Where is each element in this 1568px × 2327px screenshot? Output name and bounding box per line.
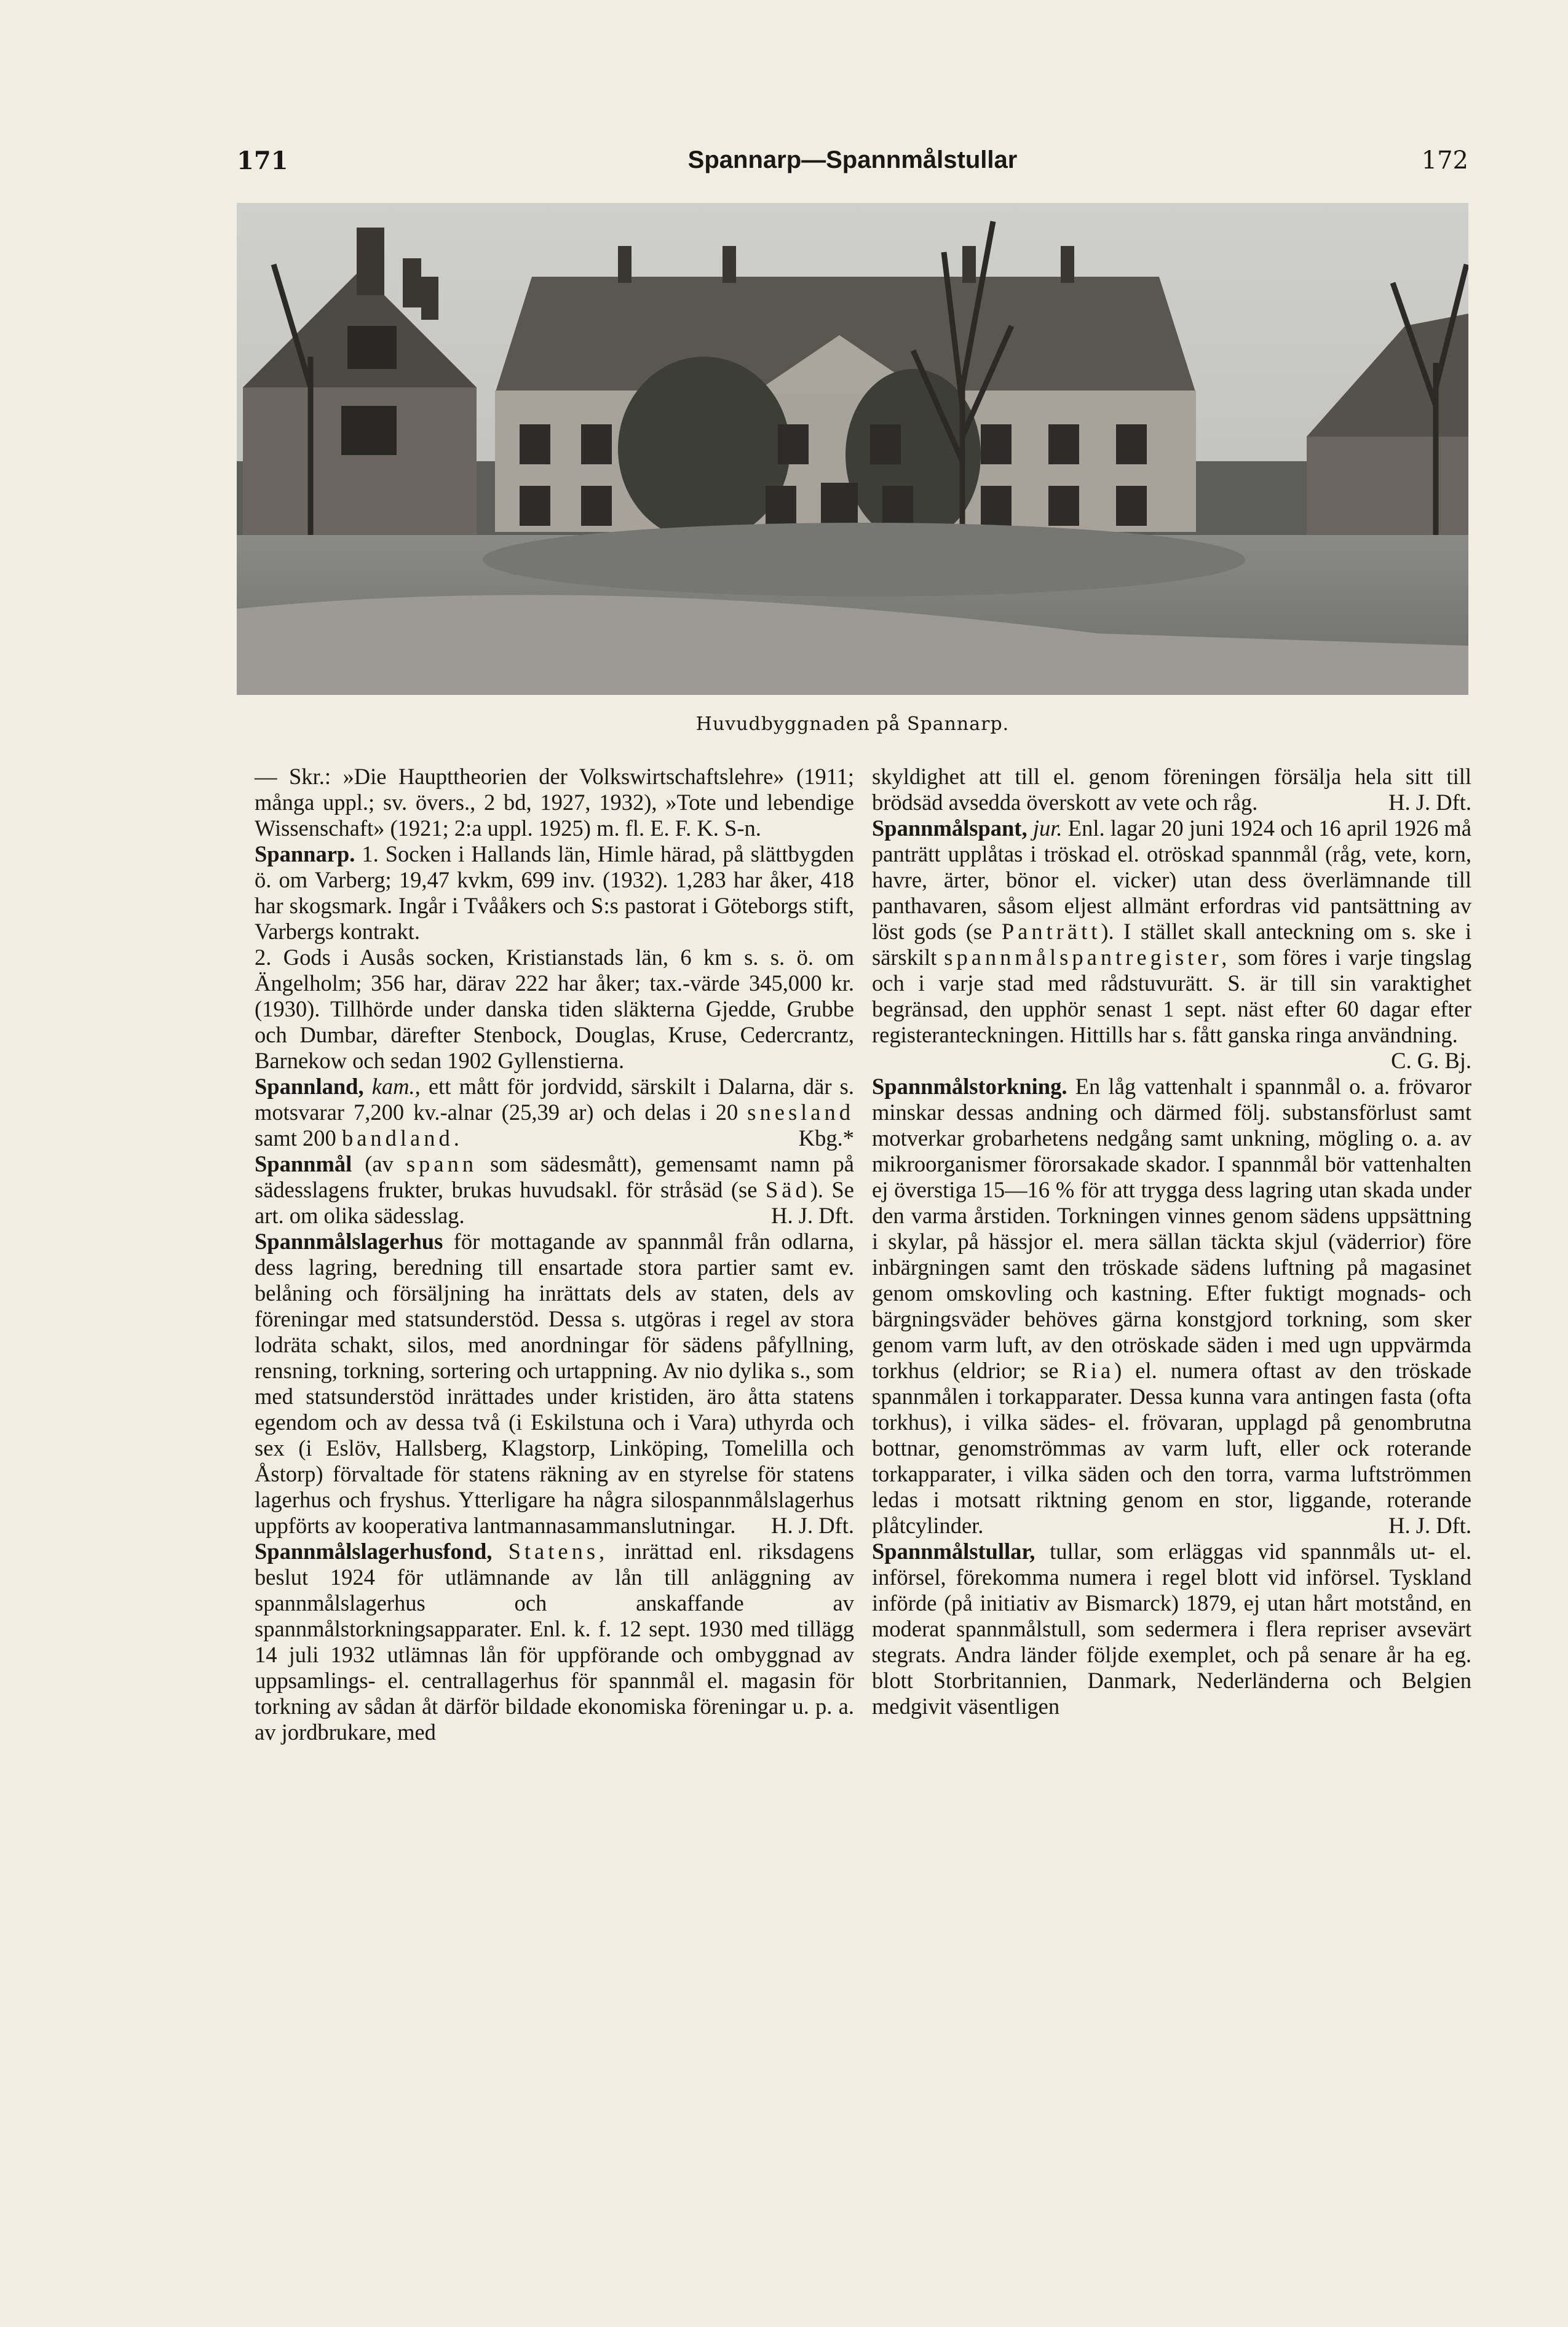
entry-spannmalslagerhusfond: Spannmålslagerhusfond, Statens, inrättad enl. riksdagens beslut 1924 för utlämnande av lån till anläggning av spannmålslagerhus och anskaffande av spannmålstorkningsapparater. Enl. k. f. 12 sept. 1930 med tillägg 14 juli 1932 utlämnas lån för uppförande och ombyggnad av uppsamlings- el. centrallagerhus för spannmål el. magasin för torkning av sådan åt därför bildade ekonomiska föreningar u. p. a. av jordbrukare, med (255, 1539, 854, 1745)
headword-spannland: Spannland, (255, 1074, 364, 1099)
entry-spannland: Spannland, kam., ett mått för jordvidd, särskilt i Dalarna, där s. motsvarar 7,200 kv.-alnar (25,39 ar) och delas i 20 snesland samt 200 bandland. Kbg.* (255, 1074, 855, 1151)
signature: C. G. Bj. (1391, 1048, 1471, 1073)
signature: H. J. Dft. (1388, 1513, 1471, 1538)
signature: Kbg.* (798, 1125, 854, 1151)
headword-spannmal: Spannmål (255, 1151, 352, 1176)
headword-spannmalstullar: Spannmålstullar, (872, 1539, 1035, 1564)
entry-continuation-right: skyldighet att till el. genom föreningen försälja hela sitt till brödsäd avsedda överskott av vete och råg. H. J. Dft. (872, 764, 1471, 815)
headword-spannmalslagerhus: Spannmålslagerhus (255, 1229, 443, 1254)
entry-spannarp: Spannarp. 1. Socken i Hallands län, Himle härad, på slättbygden ö. om Varberg; 19,47 kvkm, 699 inv. (1932). 1,283 har åker, 418 har skogsmark. Ingår i Tvååkers och S:s pastorat i Göteborgs stift, Varbergs kontrakt. (255, 841, 854, 944)
signature: H. J. Dft. (771, 1203, 854, 1228)
entry-spannmalslagerhus: Spannmålslagerhus för mottagande av spannmål från odlarna, dess lagring, beredning till ensartade stora partier samt ev. belåning och försäljning ha inrättats dels av staten, dels av föreningar med statsunderstöd. Dessa s. utgöras i regel av stora lodräta schakt, silos, med anordningar för sädens påfyllning, rensning, torkning, sortering och urtappning. Av nio dylika s., som med statsunderstöd inrättades under kristiden, äro åtta statens egendom och av dessa två (i Eskilstuna och i Vara) uthyrda och sex (i Eslöv, Hallsberg, Klagstorp, Linköping, Tomelilla och Åstorp) förvaltade för statens räkning av en styrelse för statens lagerhus och fryshus. Ytterligare ha några silospannmålslagerhus uppförts av kooperativa lantmannasammanslutningar. H. J. Dft. (255, 1229, 854, 1538)
entry-spannmalstullar: Spannmålstullar, tullar, som erläggas vid spannmåls ut- el. införsel, förekomma numera i regel blott vid införsel. Tyskland införde (på initiativ av Bismarck) 1879, ej utan hårt motstånd, en moderat spannmålstull, som sedermera i flera repriser avsevärt stegrats. Andra länder följde exemplet, och på senare år ha eg. blott Storbritannien, Danmark, Nederländerna och Belgien medgivit väsentligen (872, 1539, 1471, 1719)
right-column (872, 764, 1471, 1719)
figure-caption: Huvudbyggnaden på Spannarp. (695, 713, 1010, 735)
headword-spannarp: Spannarp. (255, 841, 355, 866)
manor-photo-illustration (237, 203, 1468, 695)
page-number-left: 171 (237, 146, 288, 175)
entry-continuation: — Skr.: »Die Haupttheorien der Volkswirtschaftslehre» (1911; många uppl.; sv. övers., 2 bd, 1927, 1932), »Tote und lebendige Wissenschaft» (1921; 2:a uppl. 1925) m. fl. E. F. K. S-n. (255, 764, 854, 841)
page-number-right: 172 (1421, 146, 1468, 175)
entry-spannmalspant: Spannmålspant, jur. Enl. lagar 20 juni 1924 och 16 april 1926 må panträtt upplåtas i tröskad el. otröskad spannmål (råg, vete, korn, havre, ärter, bönor el. vicker) utan dess överlämnande till panthavaren, såsom eljest allmänt erfordras vid pantsättning av löst gods (se Panträtt). I stället skall anteckning om s. ske i särskilt spannmålspantregister, som föres i varje tingslag och i varje stad med rådstuvurätt. S. är till sin varaktighet begränsad, den upphör senast 1 sept. näst efter 60 dagar efter registeranteckningen. Hittills har s. fått ganska ringa användning. C. G. Bj. (872, 815, 1471, 1073)
headword-spannmalslagerhusfond: Spannmålslagerhusfond, (255, 1539, 493, 1564)
signature: H. J. Dft. (771, 1513, 854, 1538)
entry-spannarp-2: 2. Gods i Ausås socken, Kristianstads län, 6 km s. s. ö. om Ängelholm; 356 har, därav 222 har åker; tax.-värde 345,000 kr. (1930). Tillhörde under danska tiden släkterna Gjedde, Grubbe och Dumbar, därefter Stenbock, Douglas, Kruse, Cedercrantz, Barnekow och sedan 1902 Gyllenstierna. (255, 945, 854, 1073)
headword-spannmalstorkning: Spannmålstorkning. (872, 1074, 1067, 1099)
headword-spannmalspant: Spannmålspant, (872, 815, 1028, 841)
entry-spannmal: Spannmål (av spann som sädesmått), gemensamt namn på sädesslagens frukter, brukas huvudsakl. för stråsäd (se Säd). Se art. om olika sädesslag. H. J. Dft. (255, 1151, 855, 1228)
signature: H. J. Dft. (1388, 790, 1471, 815)
manor-photograph (237, 203, 1468, 695)
left-column (255, 764, 854, 1745)
running-title: Spannarp—Spannmålstullar (687, 146, 1018, 173)
page-header (237, 146, 1468, 183)
entry-spannmalstorkning: Spannmålstorkning. En låg vattenhalt i spannmål o. a. frövaror minskar dessas andning och därmed följ. substansförlust samt motverkar grobarhetens nedgång samt unkning, mögling o. a. av mikroorganismer förorsakade skador. I spannmål bör vattenhalten ej överstiga 15—16 % för att trygga dess lagring utan skada under den varma årstiden. Torkningen vinnes genom sädens uppsättning i skylar, på hässjor el. mera sällan täckta skjul (väderrior) före inbärgningen samt den tröskade sädens luftning på magasinet genom omskovling och kastning. Efter fuktigt mognads- och bärgningsväder behöves gärna konstgjord torkning, som sker genom varm luft, av den otröskade säden i med ugn uppvärmda torkhus (eldrior; se Ria) el. numera oftast av den tröskade spannmålen i torkapparater. Dessa kunna vara antingen fasta (ofta torkhus), i vilka sädes- el. frövaran, upplagd på genombrutna bottnar, genomströmmas av varm luft, eller ock roterande torkapparater, i vilka säden och den torra, varma luftströmmen ledas i motsatt riktning genom en stor, liggande, roterande plåtcylinder. H. J. Dft. (872, 1074, 1471, 1538)
